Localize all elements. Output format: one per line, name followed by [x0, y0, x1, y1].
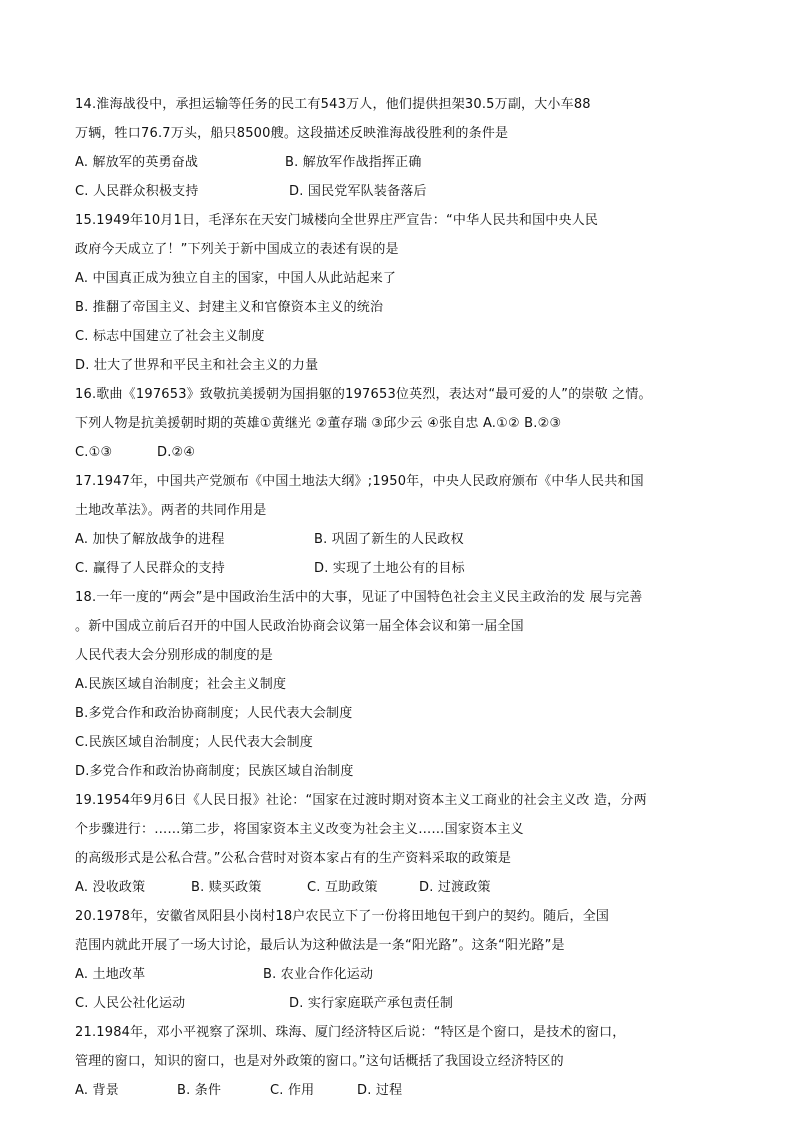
option-d: D. 实现了土地公有的目标 — [314, 561, 465, 576]
question-16-stem-line-2: 下列人物是抗美援朝时期的英雄①黄继光 ②董存瑞 ③邱少云 ④张自忠 A.①② B.②③ — [75, 416, 562, 431]
option-c: C. 赢得了人民群众的支持 — [75, 561, 225, 576]
question-15-option-d: D. 壮大了世界和平民主和社会主义的力量 — [75, 358, 319, 373]
question-20-stem-line-1: 20.1978年，安徽省凤阳县小岗村18户农民立下了一份将田地包干到户的契约。随后，全国 — [75, 909, 610, 924]
question-17-stem-line-2: 土地改革法》。两者的共同作用是 — [75, 503, 267, 518]
question-21-stem-line-2: 管理的窗口，知识的窗口，也是对外政策的窗口。”这句话概括了我国设立经济特区的 — [75, 1054, 564, 1069]
option-c: C. 人民公社化运动 — [75, 996, 186, 1011]
question-14-stem-line-1: 14.淮海战役中，承担运输等任务的民工有543万人，他们提供担架30.5万副，大小车88 — [75, 97, 591, 112]
question-15-stem-line-2: 政府今天成立了！”下列关于新中国成立的表述有误的是 — [75, 242, 399, 257]
option-a: A. 土地改革 — [75, 967, 146, 982]
question-19-stem-line-3: 的高级形式是公私合营。”公私合营时对资本家占有的生产资料采取的政策是 — [75, 851, 512, 866]
option-a: A. 背景 — [75, 1083, 119, 1098]
option-c: C. 互助政策 — [307, 880, 378, 895]
option-c: C. 人民群众积极支持 — [75, 184, 199, 199]
option-d: D.②④ — [157, 445, 196, 460]
question-18-option-c: C.民族区域自治制度；人民代表大会制度 — [75, 735, 314, 750]
question-18-option-d: D.多党合作和政治协商制度；民族区域自治制度 — [75, 764, 354, 779]
option-a: A. 加快了解放战争的进程 — [75, 532, 225, 547]
question-20-stem-line-2: 范围内就此开展了一场大讨论，最后认为这种做法是一条“阳光路”。这条“阳光路”是 — [75, 938, 565, 953]
option-a: A. 没收政策 — [75, 880, 146, 895]
question-18-option-b: B.多党合作和政治协商制度；人民代表大会制度 — [75, 706, 353, 721]
option-d: D. 国民党军队装备落后 — [289, 184, 427, 199]
option-b: B. 条件 — [177, 1083, 222, 1098]
option-d: D. 过程 — [357, 1083, 403, 1098]
question-14-stem-line-2: 万辆，牲口76.7万头，船只8500艘。这段描述反映淮海战役胜利的条件是 — [75, 126, 509, 141]
question-15-stem-line-1: 15.1949年10月1日，毛泽东在天安门城楼向全世界庄严宣告：“中华人民共和国中央人民 — [75, 213, 599, 228]
question-15-option-c: C. 标志中国建立了社会主义制度 — [75, 329, 265, 344]
option-d: D. 过渡政策 — [419, 880, 491, 895]
question-19-stem-line-2: 个步骤进行：……第二步，将国家资本主义改变为社会主义……国家资本主义 — [75, 822, 524, 837]
option-b: B. 农业合作化运动 — [263, 967, 374, 982]
option-b: B. 巩固了新生的人民政权 — [314, 532, 464, 547]
question-18-stem-line-3: 人民代表大会分别形成的制度的是 — [75, 648, 274, 663]
question-15-option-a: A. 中国真正成为独立自主的国家，中国人从此站起来了 — [75, 271, 397, 286]
question-18-stem-line-1: 18.一年一度的“两会”是中国政治生活中的大事，见证了中国特色社会主义民主政治的发 展与完善 — [75, 590, 643, 605]
question-16-stem-line-1: 16.歌曲《197653》致敬抗美援朝为国捐躯的197653位英烈，表达对“最可爱的人”的崇敬 之情。 — [75, 387, 652, 402]
question-21-stem-line-1: 21.1984年，邓小平视察了深圳、珠海、厦门经济特区后说：“特区是个窗口，是技术的窗口， — [75, 1025, 626, 1040]
question-18-stem-line-2: 。新中国成立前后召开的中国人民政治协商会议第一届全体会议和第一届全国 — [75, 619, 524, 634]
question-19-stem-line-1: 19.1954年9月6日《人民日报》社论：“国家在过渡时期对资本主义工商业的社会主义改 造，分两 — [75, 793, 647, 808]
question-17-stem-line-1: 17.1947年，中国共产党颁布《中国土地法大纲》;1950年，中央人民政府颁布《中华人民共和国 — [75, 474, 644, 489]
question-15-option-b: B. 推翻了帝国主义、封建主义和官僚资本主义的统治 — [75, 300, 384, 315]
option-b: B. 解放军作战指挥正确 — [285, 155, 422, 170]
question-18-option-a: A.民族区域自治制度；社会主义制度 — [75, 677, 287, 692]
option-b: B. 赎买政策 — [191, 880, 262, 895]
option-c: C. 作用 — [270, 1083, 315, 1098]
option-a: A. 解放军的英勇奋战 — [75, 155, 199, 170]
option-d: D. 实行家庭联产承包责任制 — [289, 996, 454, 1011]
option-c: C.①③ — [75, 445, 113, 460]
